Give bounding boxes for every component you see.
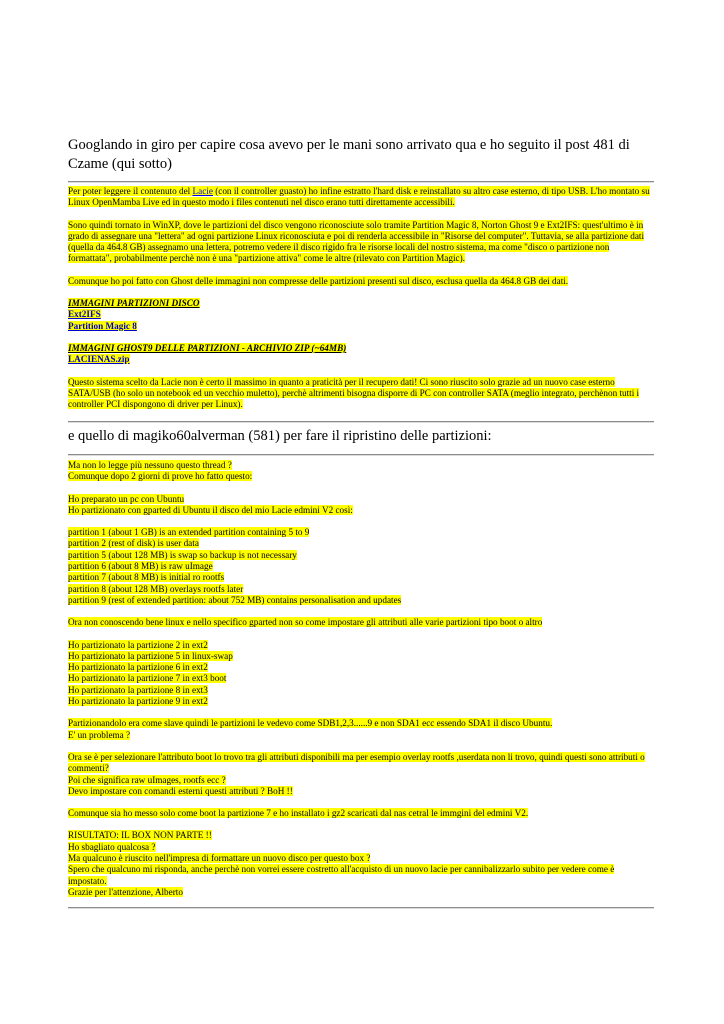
group-8: Comunque sia ho messo solo come boot la partizione 7 e ho installato i gz2 scaricati dal nas cetral le immgini del edmini V2.: [68, 808, 529, 819]
link-ext2ifs[interactable]: Ext2IFS: [68, 309, 101, 320]
divider-middle: [68, 421, 654, 423]
group-2: Ho preparato un pc con Ubuntu Ho partizionato con gparted di Ubuntu il disco del mio Lacie edmini V2 così:: [68, 493, 353, 515]
paragraph-winxp: Sono quindi tornato in WinXP, dove le partizioni del disco vengono riconosciute solo tramite Partition Magic 8, Norton Ghost 9 e Ext2IFS: quest'ultimo è in grado di assegnare una "lettera" ad ogni partizione Linux riconosciuta e poi di renderla accessibile in "Risorse del computer". Tuttavia, se alla partizione dati (quella da 464.8 GB) assegnamo una lettera, potremo vedere il disco rigido fra le risorse locali del nostro sistema, ma come "disco o partizione non formattata", probabilmente perchè non è una "partizione attiva" come le altre (rilevato con Partition Magic).: [68, 219, 645, 264]
partition-list: partition 1 (about 1 GB) is an extended partition containing 5 to 9 partition 2 (rest of disk) is user data partition 5 (about 128 MB) is swap so backup is not necessary partition 6 (about 8 MB) is raw uImage partition 7 (about 8 MB) is initial ro rootfs partition 8 (about 128 MB) overlays rootfs later partition 9 (rest of extended partition: about 752 MB) contains personalisation and updates: [68, 527, 402, 605]
quoted-post-magiko: [68, 460, 654, 898]
quoted-post-czame: [68, 186, 654, 410]
paragraph-intro: Per poter leggere il contenuto del Lacie (con il controller guasto) ho infine estratto l'hard disk e reinstallato su altro case esterno, di tipo USB. L'ho montato su Linux OpenMamba Live ed in questo modo i files contenuti nel disco erano tutti direttamente accessibili.: [68, 186, 650, 208]
group-6: Partizionandolo era come slave quindi le partizioni le vedevo come SDB1,2,3......9 e non SDA1 ecc essendo SDA1 il disco Ubuntu. E' un problema ?: [68, 718, 553, 740]
group-result: RISULTATO: IL BOX NON PARTE !! Ho sbagliato qualcosa ? Ma qualcuno è riuscito nell'impresa di formattare un nuovo disco per questo box ? Spero che qualcuno mi risponda, anche perchè non vorrei essere costretto all'acquisto di un nuovo lacie per cannibalizzarlo subito per vedere come è impostato. Grazie per l'attenzione, Alberto: [68, 830, 615, 897]
link-partition-magic[interactable]: Partition Magic 8: [68, 320, 137, 331]
group-4: Ora non conoscendo bene linux e nello specifico gparted non so come impostare gli attributi alle varie partizioni tipo boot o altro: [68, 617, 543, 628]
group-1: Ma non lo legge più nessuno questo thread ? Comunque dopo 2 giorni di prove ho fatto questo:: [68, 460, 253, 482]
link-immagini-ghost9[interactable]: IMMAGINI GHOST9 DELLE PARTIZIONI - ARCHIVIO ZIP (~64MB): [68, 342, 347, 353]
link-immagini-partizioni[interactable]: IMMAGINI PARTIZIONI DISCO: [68, 298, 200, 309]
link-lacienas-zip[interactable]: LACIENAS.zip: [68, 354, 130, 365]
group-7: Ora se è per selezionare l'attributo boot lo trovo tra gli attributi disponibili ma per esempio overlay rootfs ,userdata non li trovo, quindi questi sono attributi o commenti? Poi che significa raw uImages, rootfs ecc ? Devo impostare con comandi esterni questi attributi ? BoH !!: [68, 751, 645, 796]
paragraph-ghost: Comunque ho poi fatto con Ghost delle immagini non compresse delle partizioni presenti sul disco, esclusa quella da 464.8 GB dei dati.: [68, 275, 569, 286]
lacie-link[interactable]: Lacie: [192, 186, 213, 196]
divider-middle-2: [68, 454, 654, 456]
divider-top: [68, 181, 654, 183]
heading-magiko: e quello di magiko60alverman (581) per fare il ripristino delle partizioni:: [68, 428, 492, 444]
divider-bottom: [68, 907, 654, 909]
paragraph-conclusion: Questo sistema scelto da Lacie non è certo il massimo in quanto a praticità per il recupero dati! Ci sono riuscito solo grazie ad un nuovo case esterno SATA/USB (ho solo un notebook ed un vecchio muletto), perchè altrimenti bisogna disporre di PC con controller SATA (meglio integrato, perchènon tutti i controller PCI dispongono di driver per Linux).: [68, 376, 640, 410]
heading-czame: Googlando in giro per capire cosa avevo per le mani sono arrivato qua e ho seguito il post 481 di Czame (qui sotto): [68, 137, 630, 172]
formatting-list: Ho partizionato la partizione 2 in ext2 Ho partizionato la partizione 5 in linux-swap Ho partizionato la partizione 6 in ext2 Ho partizionato la partizione 7 in ext3 boot Ho partizionato la partizione 8 in ext3 Ho partizionato la partizione 9 in ext2: [68, 639, 233, 707]
